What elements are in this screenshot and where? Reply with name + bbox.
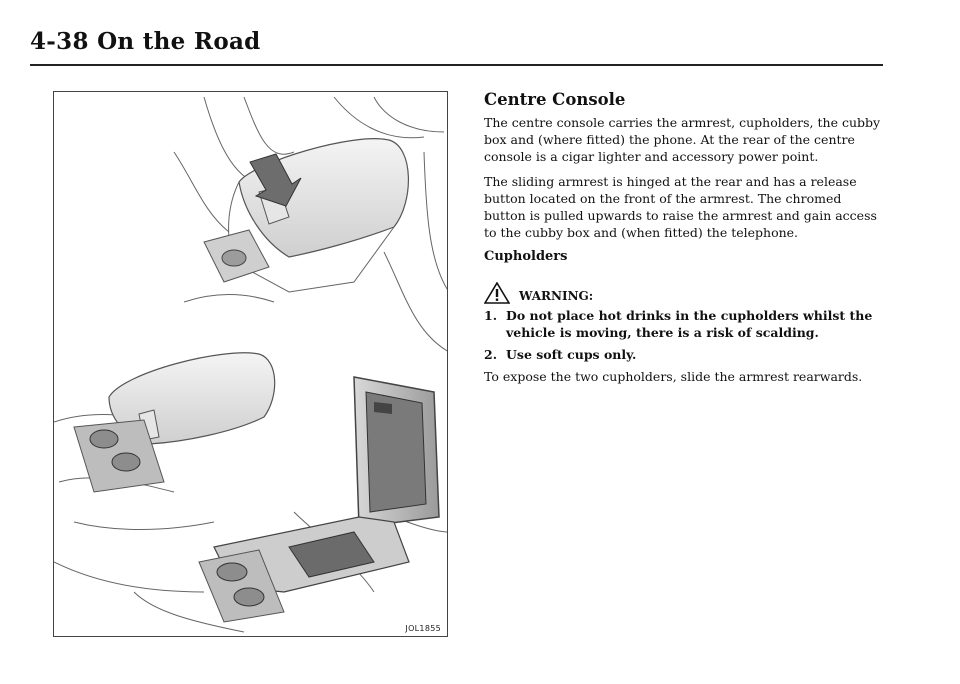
upper-cupholder [204, 230, 269, 282]
page-title: 4-38 On the Road [30, 28, 261, 55]
warning-list [484, 307, 884, 363]
list-text: Do not place hot drinks in the cupholders whilst the vehicle is moving, there is a risk of scalding. [506, 308, 873, 340]
closed-armrest [74, 353, 275, 492]
list-number: 2. [484, 347, 498, 362]
section-title: Centre Console [484, 90, 626, 109]
warning-label: WARNING: [519, 289, 594, 303]
list-text: Use soft cups only. [506, 347, 637, 362]
list-item [484, 307, 884, 341]
illustration-drawing [54, 92, 448, 637]
subheading-cupholders: Cupholders [484, 249, 568, 264]
page-header [30, 28, 261, 64]
console-illustration [53, 91, 448, 637]
list-item [484, 346, 884, 363]
list-number: 1. [484, 308, 498, 323]
closing-paragraph: To expose the two cupholders, slide the armrest rearwards. [484, 369, 863, 384]
paragraph: The centre console carries the armrest, cupholders, the cubby box and (where fitted) the phone. At the rear of the centre console is a cigar lighter and accessory power point. [484, 115, 881, 164]
header-divider [30, 64, 883, 66]
figure-code: JOL1855 [405, 624, 441, 633]
text-column [484, 90, 884, 393]
paragraph: The sliding armrest is hinged at the rear and has a release button located on the front of the armrest. The chromed button is pulled upwards to raise the armrest and gain access to the cubby box and (when fitted) the telephone. [484, 174, 877, 240]
warning-heading [484, 282, 884, 304]
warning-icon [484, 282, 510, 304]
